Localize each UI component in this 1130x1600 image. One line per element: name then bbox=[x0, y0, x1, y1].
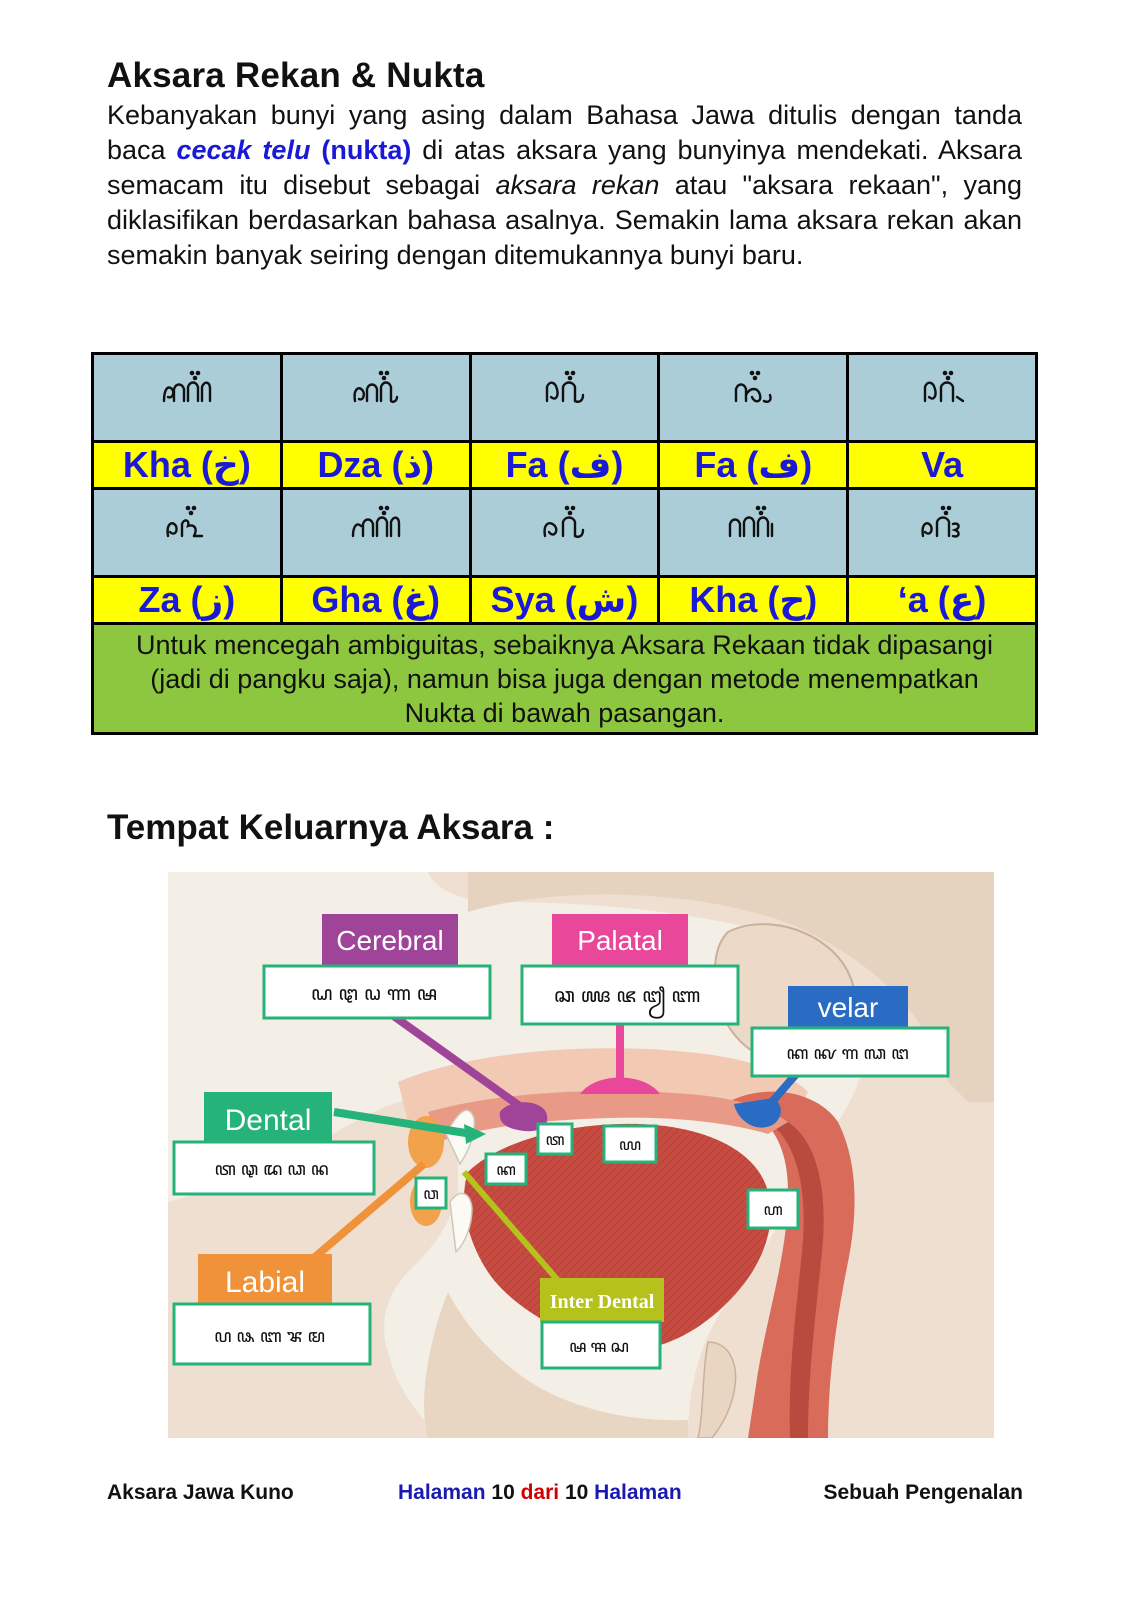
glyph-cell bbox=[848, 489, 1037, 577]
table-note: Untuk mencegah ambiguitas, sebaiknya Aksara Rekaan tidak dipasangi (jadi di pangku saja), namun bisa juga dengan metode menempatkan Nukta di bawah pasangan. bbox=[93, 624, 1037, 734]
glyph-row-2 bbox=[93, 489, 1037, 577]
label-row-1 bbox=[93, 442, 1037, 489]
javanese-glyph-za bbox=[158, 502, 216, 542]
svg-text:ꦏ: ꦏ bbox=[496, 1160, 516, 1179]
javanese-glyph-gha bbox=[347, 502, 405, 542]
footer-halaman-1: Halaman bbox=[398, 1481, 486, 1504]
label-kha-alt: Kha (ح) bbox=[659, 577, 848, 624]
articulation-diagram bbox=[168, 872, 994, 1438]
glyph-cell bbox=[659, 354, 848, 442]
glyph-cell bbox=[848, 354, 1037, 442]
palatal-label: Palatal bbox=[577, 925, 663, 956]
javanese-glyph-kha-alt bbox=[724, 502, 782, 542]
javanese-glyph-kha bbox=[158, 367, 216, 407]
javanese-glyph-dza bbox=[347, 367, 405, 407]
labial-glyphs: ꦥꦦꦧꦨꦩ bbox=[214, 1326, 330, 1347]
footer-right: Sebuah Pengenalan bbox=[823, 1481, 1023, 1504]
footer-halaman-2: Halaman bbox=[594, 1481, 682, 1504]
cerebral-label: Cerebral bbox=[336, 925, 444, 956]
label-dza: Dza (ذ) bbox=[281, 442, 470, 489]
footer-dari: dari bbox=[520, 1481, 560, 1504]
javanese-glyph-fa-alt bbox=[724, 367, 782, 407]
footer-left: Aksara Jawa Kuno bbox=[107, 1481, 294, 1504]
interdental-label-group bbox=[540, 1278, 664, 1368]
footer-page-number bbox=[398, 1481, 682, 1505]
javanese-glyph-va bbox=[913, 367, 971, 407]
label-kha: Kha (خ) bbox=[93, 442, 282, 489]
glyph-cell bbox=[470, 489, 659, 577]
intro-paragraph bbox=[107, 98, 1022, 273]
page-title: Aksara Rekan & Nukta bbox=[107, 56, 485, 95]
velar-glyphs: ꦏꦑꦒꦓꦔ bbox=[786, 1043, 914, 1064]
dental-label: Dental bbox=[224, 1104, 312, 1137]
label-fa: Fa (ف) bbox=[470, 442, 659, 489]
svg-text:ꦪ: ꦪ bbox=[618, 1135, 642, 1154]
intro-text-3: atau "aksara rekaan", yang diklasifikan berdasarkan bahasa asalnya. Semakin lama aksara rekan akan semakin banyak seiring dengan ditemukannya bunyi baru. bbox=[107, 170, 1023, 270]
intro-text-1: Kebanyakan bunyi yang asing dalam Bahasa Jawa ditulis dengan tanda baca bbox=[107, 100, 1022, 165]
cerebral-glyphs: ꦝꦛꦞꦟꦰ bbox=[311, 981, 443, 1005]
footer-current-page: 10 bbox=[491, 1481, 515, 1504]
section-title: Tempat Keluarnya Aksara : bbox=[107, 808, 555, 847]
javanese-glyph-fa bbox=[535, 367, 593, 407]
label-gha: Gha (غ) bbox=[281, 577, 470, 624]
dental-glyphs: ꦠꦡꦢꦣꦤ bbox=[214, 1159, 334, 1180]
svg-text:ꦠ: ꦠ bbox=[545, 1130, 565, 1149]
label-sya: Sya (ش) bbox=[470, 577, 659, 624]
intro-text-2: di atas aksara yang bunyinya mendekati. Aksara semacam itu disebut sebagai bbox=[107, 135, 1022, 200]
label-ain: ‘a (ع) bbox=[848, 577, 1037, 624]
label-za: Za (ز) bbox=[93, 577, 282, 624]
footer-total-pages: 10 bbox=[564, 1481, 589, 1504]
glyph-cell bbox=[93, 489, 282, 577]
glyph-cell bbox=[470, 354, 659, 442]
glyph-cell bbox=[281, 489, 470, 577]
palatal-glyphs: ꦕꦖꦗꦙꦚ bbox=[553, 983, 707, 1007]
aksara-rekan-table bbox=[91, 352, 1038, 735]
glyph-row-1 bbox=[93, 354, 1037, 442]
javanese-glyph-sya bbox=[535, 502, 593, 542]
javanese-glyph-ain bbox=[913, 502, 971, 542]
note-row bbox=[93, 624, 1037, 734]
cecak-telu-term: cecak telu bbox=[176, 135, 311, 165]
label-fa-alt: Fa (ف) bbox=[659, 442, 848, 489]
interdental-glyphs: ꦰꦯꦱ bbox=[569, 1337, 633, 1357]
nukta-term: (nukta) bbox=[310, 135, 412, 165]
glyph-cell bbox=[659, 489, 848, 577]
interdental-label: Inter Dental bbox=[549, 1291, 655, 1313]
label-va: Va bbox=[848, 442, 1037, 489]
glyph-cell bbox=[281, 354, 470, 442]
label-row-2 bbox=[93, 577, 1037, 624]
aksara-rekan-term: aksara rekan bbox=[495, 170, 660, 200]
velar-label: velar bbox=[817, 992, 879, 1023]
labial-label: Labial bbox=[224, 1266, 306, 1299]
glyph-cell bbox=[93, 354, 282, 442]
svg-text:ꦲ: ꦲ bbox=[763, 1200, 783, 1219]
svg-text:ꦮ: ꦮ bbox=[423, 1184, 439, 1203]
